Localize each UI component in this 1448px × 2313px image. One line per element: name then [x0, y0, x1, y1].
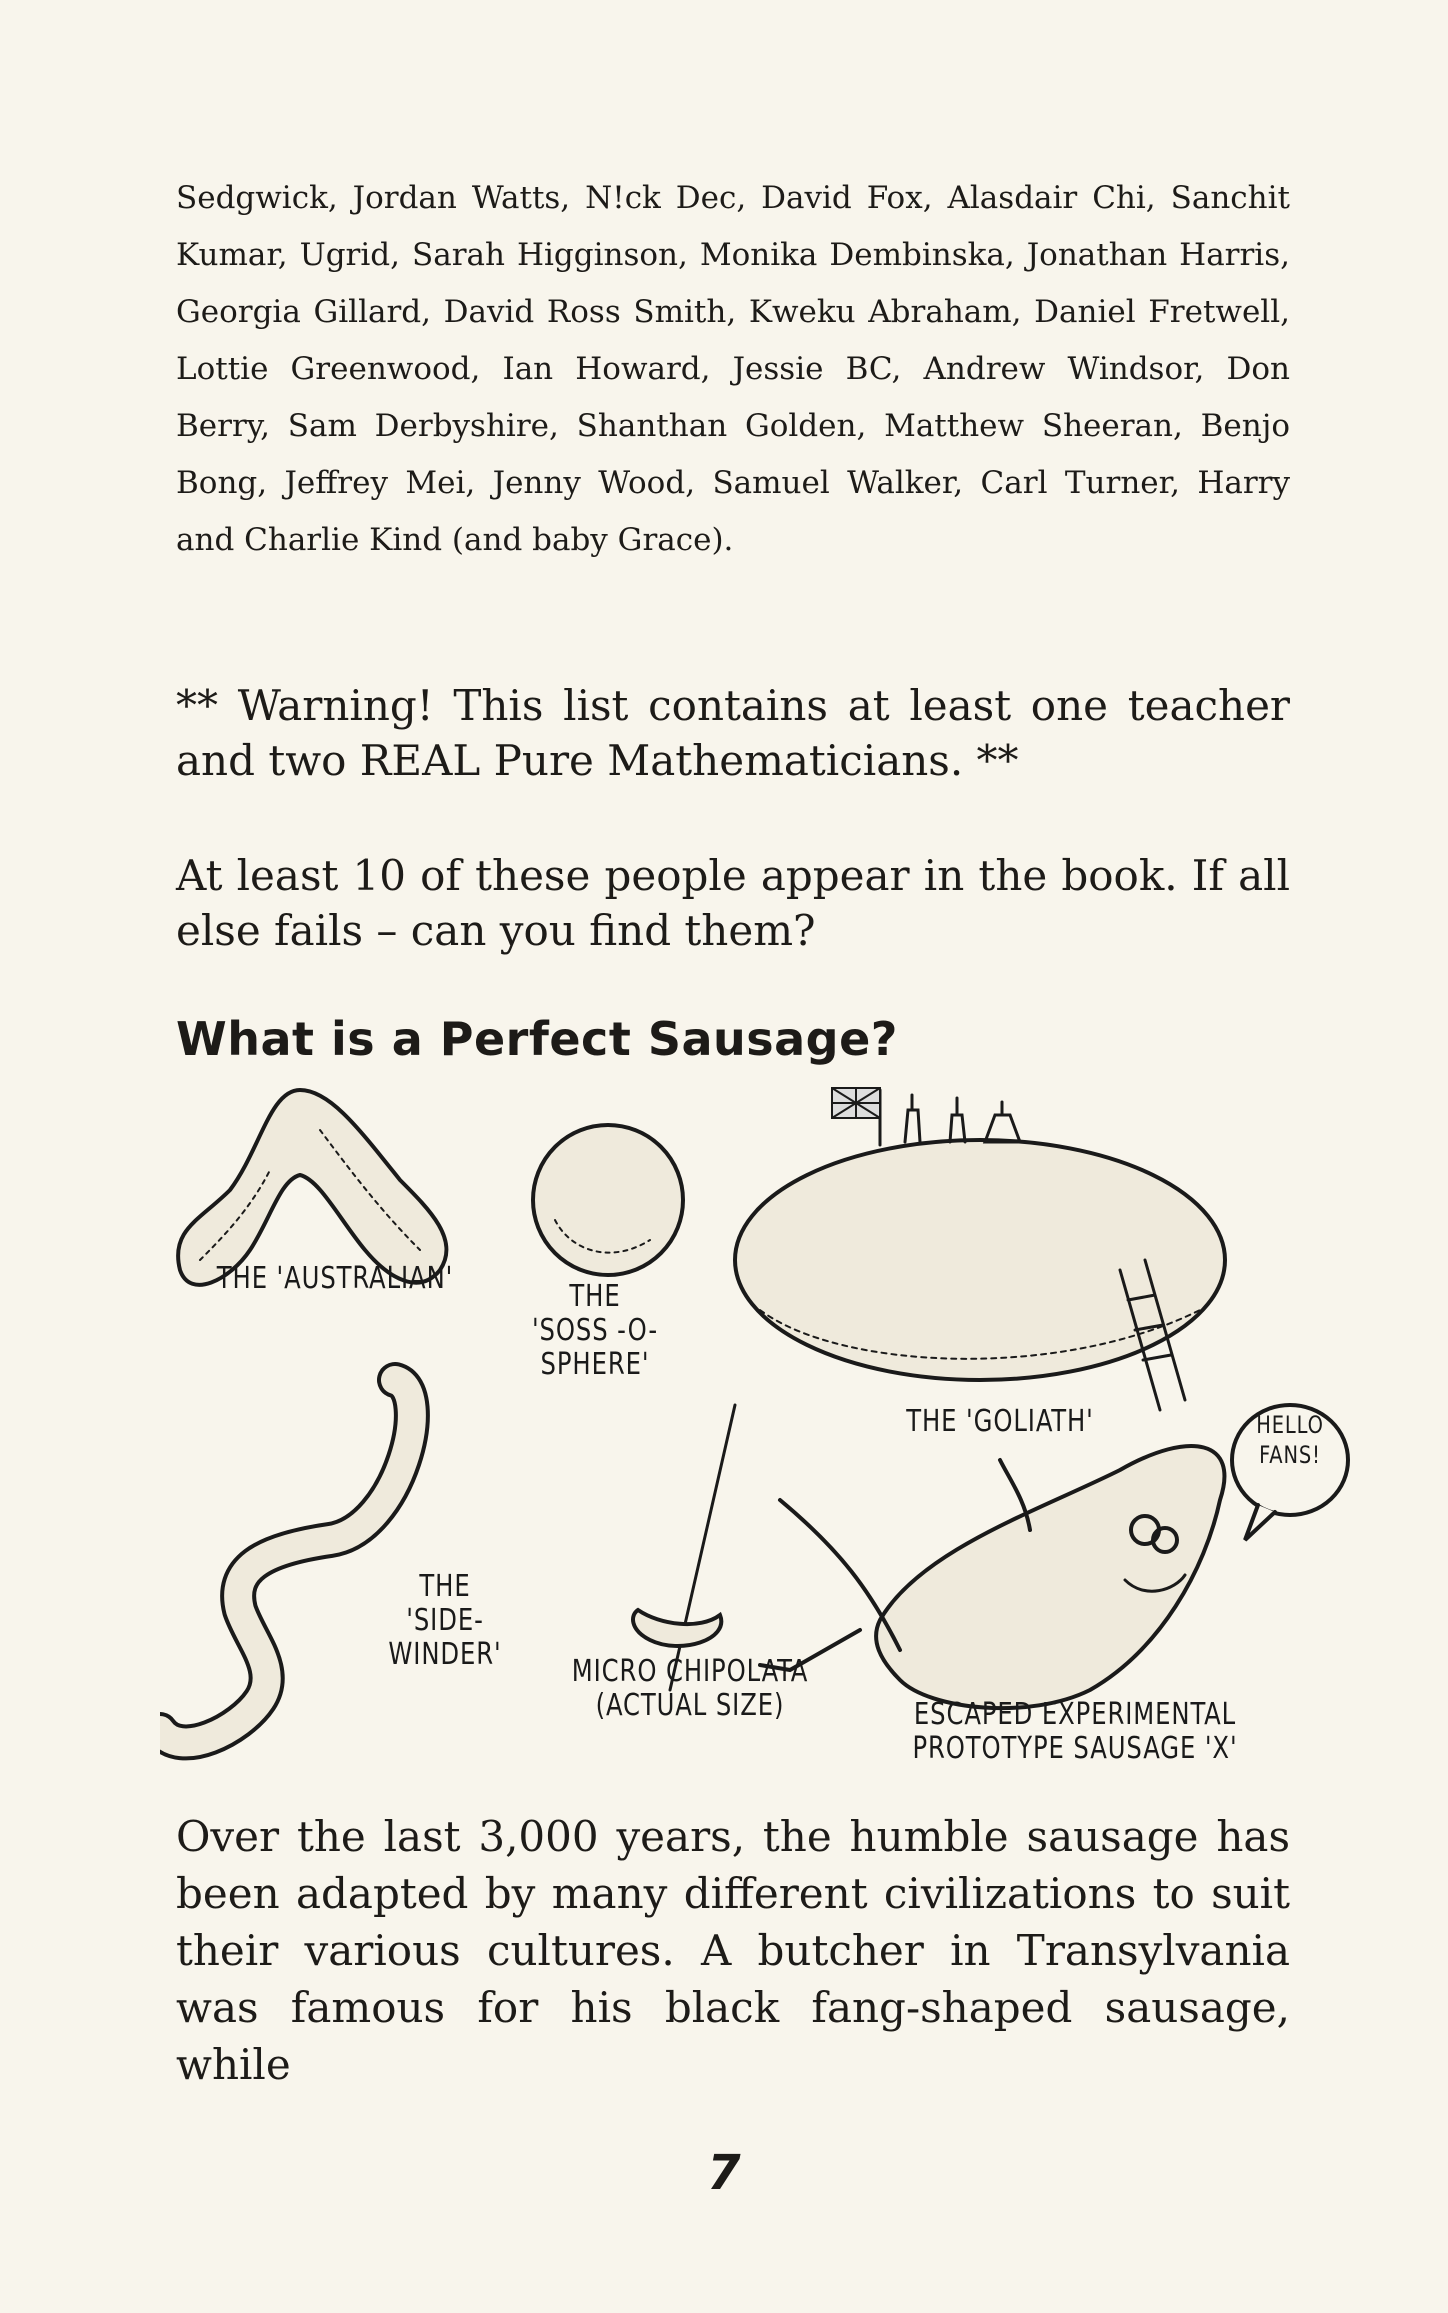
label-micro-chipolata: MICRO CHIPOLATA (ACTUAL SIZE) — [571, 1654, 809, 1723]
micro-chipolata-drawing — [633, 1405, 735, 1690]
closing-paragraph: Over the last 3,000 years, the humble sausage has been adapted by many different civilizations to suit their various cultures. A butcher in Transylvania was famous for his black fang-shaped sausage, while — [176, 1812, 1290, 2089]
section-heading: What is a Perfect Sausage? — [176, 1012, 898, 1066]
find-them-text: At least 10 of these people appear in the book. If all else fails – can you find them? — [176, 851, 1290, 955]
sidewinder-sausage-drawing — [160, 1380, 412, 1742]
label-soss-o-sphere: THE 'SOSS -O- SPHERE' — [531, 1279, 659, 1382]
sausage-x-drawing — [760, 1446, 1224, 1708]
warning-text: ** Warning! This list contains at least one teacher and two REAL Pure Mathematicians. ** — [176, 681, 1290, 785]
label-australian: THE 'AUSTRALIAN' — [216, 1261, 454, 1296]
page-number: 7 — [707, 2145, 741, 2201]
australian-sausage-drawing — [178, 1090, 446, 1285]
label-goliath: THE 'GOLIATH' — [906, 1404, 1094, 1439]
acknowledgement-names: Sedgwick, Jordan Watts, N!ck Dec, David Fox, Alasdair Chi, Sanchit Kumar, Ugrid, Sarah Higginson, Monika Dembinska, Jonathan Harris, Georgia Gillard, David Ross Smith, Kweku Abraham, Daniel Fretwell, Lottie Greenwood, Ian Howard, Jessie BC, Andrew Windsor, Don Berry, Sam Derbyshire, Shanthan Golden, Matthew Sheeran, Benjo Bong, Jeffrey Mei, Jenny Wood, Samuel Walker, Carl Turner, Harry and Charlie Kind (and baby Grace). — [176, 180, 1290, 558]
label-sidewinder: THE 'SIDE-WINDER' — [388, 1569, 502, 1672]
soss-o-sphere-drawing — [533, 1125, 683, 1275]
label-sausage-x: ESCAPED EXPERIMENTAL PROTOTYPE SAUSAGE 'X' — [912, 1697, 1238, 1766]
goliath-sausage-drawing — [735, 1088, 1225, 1410]
speech-hello-fans: HELLO FANS! — [1256, 1411, 1324, 1469]
